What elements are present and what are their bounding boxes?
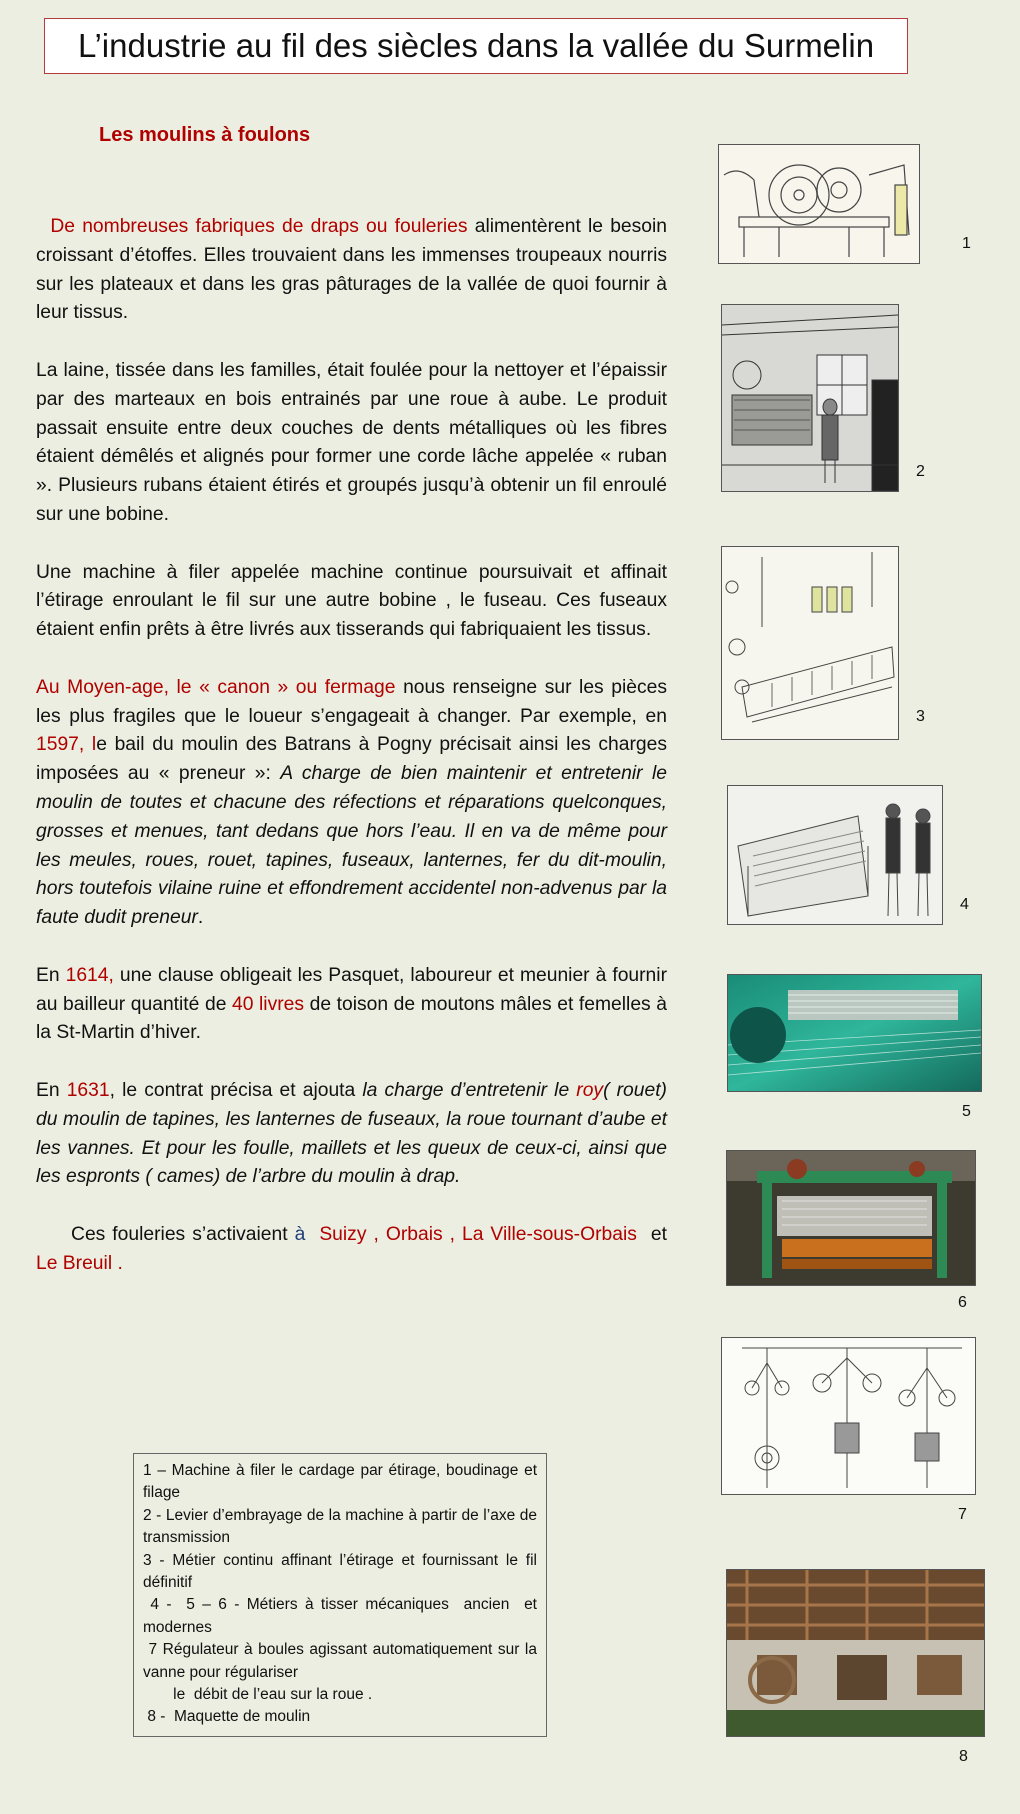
caption-7: 7 Régulateur à boules agissant automatiquement sur la vanne pour régulariser [143,1641,542,1681]
paragraph-5-text-a: En [36,964,66,986]
spinning-frame-illustration [722,547,898,739]
paragraph-5-text-b: une clause obligeait les Pasquet, laboureur et meunier à fournir au bailleur quantité de [36,964,667,1015]
place-names: Suizy , Orbais , La Ville-sous-Orbais [305,1223,637,1245]
figure-1-carding-machine [718,144,920,264]
paragraph-6-text-a: En [36,1079,67,1101]
figure-7-ball-governor [721,1337,976,1495]
paragraph-5 [36,962,667,1048]
caption-1: 1 – Machine à filer le cardage par étirage, boudinage et filage [143,1462,537,1502]
ball-governor-illustration [722,1338,975,1494]
section-subtitle: Les moulins à foulons [99,124,311,146]
paragraph-1-text: alimentèrent le besoin croissant d’étoffes. Elles trouvaient dans les immenses troupeaux nourris sur les plateaux et dans les gras pâturages de la vallée de quoi fournir à leur tissus. [36,216,668,324]
paragraph-4-end: . [197,907,204,929]
figure-3-spinning-frame [721,546,899,740]
modern-loom-photo [728,975,981,1091]
mill-interior-illustration [722,305,898,491]
amount-40-livres: 40 livres [232,993,305,1015]
highlight-fabriques: De nombreuses fabriques de draps ou fouleries [50,216,468,237]
article-body [36,213,678,1307]
page-title [44,18,908,74]
paragraph-1 [36,213,667,328]
quote-1631-a: la charge d’entretenir le [362,1079,577,1101]
figure-number-8: 8 [959,1748,968,1765]
mill-model-photo [727,1570,984,1736]
paragraph-3: Une machine à filer appelée machine continue poursuivait et affinait l’étirage enroulant le fil sur une autre bobine , le fuseau. Ces fuseaux étaient enfin prêts à être livrés aux tisserands qui fabriquaient les tissus. [36,561,667,641]
figure-number-3: 3 [916,708,925,725]
caption-8: 8 - Maquette de moulin [143,1708,311,1726]
figure-6-draper-loom [726,1150,976,1286]
figure-8-mill-model [726,1569,985,1737]
year-1614: 1614, [65,964,114,986]
paragraph-6-text-b: , le contrat précisa et ajouta [109,1079,363,1101]
highlight-canon: Au Moyen-age, le « canon » ou fermage [36,676,396,698]
quote-1597: A charge de bien maintenir et entretenir le moulin de toutes et chacune des réfections et réparations quelconques, grosses et menues, tant dedans que hors l’eau. Il en va de même pour les meules, roues, rouet, tapines, fuseaux, lanternes, fer du dit-moulin, hors toutefois vilaine ruine et effondrement accidentel non-advenus par la faute dudit preneur [36,763,667,929]
figure-4-loom [727,785,943,925]
caption-7-continued: le débit de l’eau sur la roue . [143,1686,373,1704]
caption-2: 2 - Levier d’embrayage de la machine à partir de l’axe de transmission [143,1506,537,1547]
paragraph-6 [36,1077,667,1192]
figure-number-5: 5 [962,1103,971,1120]
figure-number-1: 1 [962,235,971,252]
paragraph-7-text-a: Ces fouleries s’activaient [36,1223,295,1245]
loom-illustration [728,786,942,924]
draper-loom-photo [727,1151,975,1285]
figure-number-7: 7 [958,1506,967,1523]
page-title-text: L’industrie au fil des siècles dans la vallée du Surmelin [77,27,875,64]
year-1631: 1631 [66,1079,110,1101]
paragraph-2: La laine, tissée dans les familles, était foulée pour la nettoyer et l’épaissir par des marteaux en bois entrainés par une roue à aube. Le produit passait ensuite entre deux couches de dents métalliques où les fibres étaient démêlés et alignés pour former une corde lâche appelée « ruban ». Plusieurs rubans étaient étirés et groupés jusqu’à obtenir un fil enroulé sur une bobine. [36,359,667,525]
figure-number-4: 4 [960,896,969,913]
figure-5-modern-loom [727,974,982,1092]
highlight-roy: roy [576,1079,604,1101]
figure-2-mill-interior [721,304,899,492]
quote-1631-b: ( rouet) du moulin de tapines, les lanternes de fuseaux, la roue tournant d’aube et les vannes. Et pour les foulle, maillets et les queux de ceux-ci, ainsi que les espronts ( cames) de l’arbre du moulin à drap. [36,1079,667,1188]
figure-number-6: 6 [958,1294,967,1311]
paragraph-4 [36,674,667,933]
highlight-a: à [294,1223,306,1245]
carding-machine-illustration [719,145,919,263]
place-le-breuil: Le Breuil . [36,1252,123,1274]
paragraph-5-text-c: de toison de moutons mâles et femelles à la St-Martin d’hiver. [36,993,668,1044]
figure-number-2: 2 [916,463,925,480]
paragraph-7 [36,1221,678,1279]
figure-captions [133,1453,547,1737]
caption-3: 3 - Métier continu affinant l’étirage et fournissant le fil définitif [143,1551,537,1592]
paragraph-7-et: et [636,1223,678,1245]
caption-4-5-6: 4 - 5 – 6 - Métiers à tisser mécaniques ancien et modernes [143,1596,542,1636]
paragraph-4-text-b: e bail du moulin des Batrans à Pogny précisait ainsi les charges imposées au « preneur »: [36,734,667,785]
paragraph-4-text-a: nous renseigne sur les pièces les plus fragiles que le loueur s’engageait à changer. Par exemple, en [36,676,667,727]
year-1597: 1597, l [36,734,97,756]
